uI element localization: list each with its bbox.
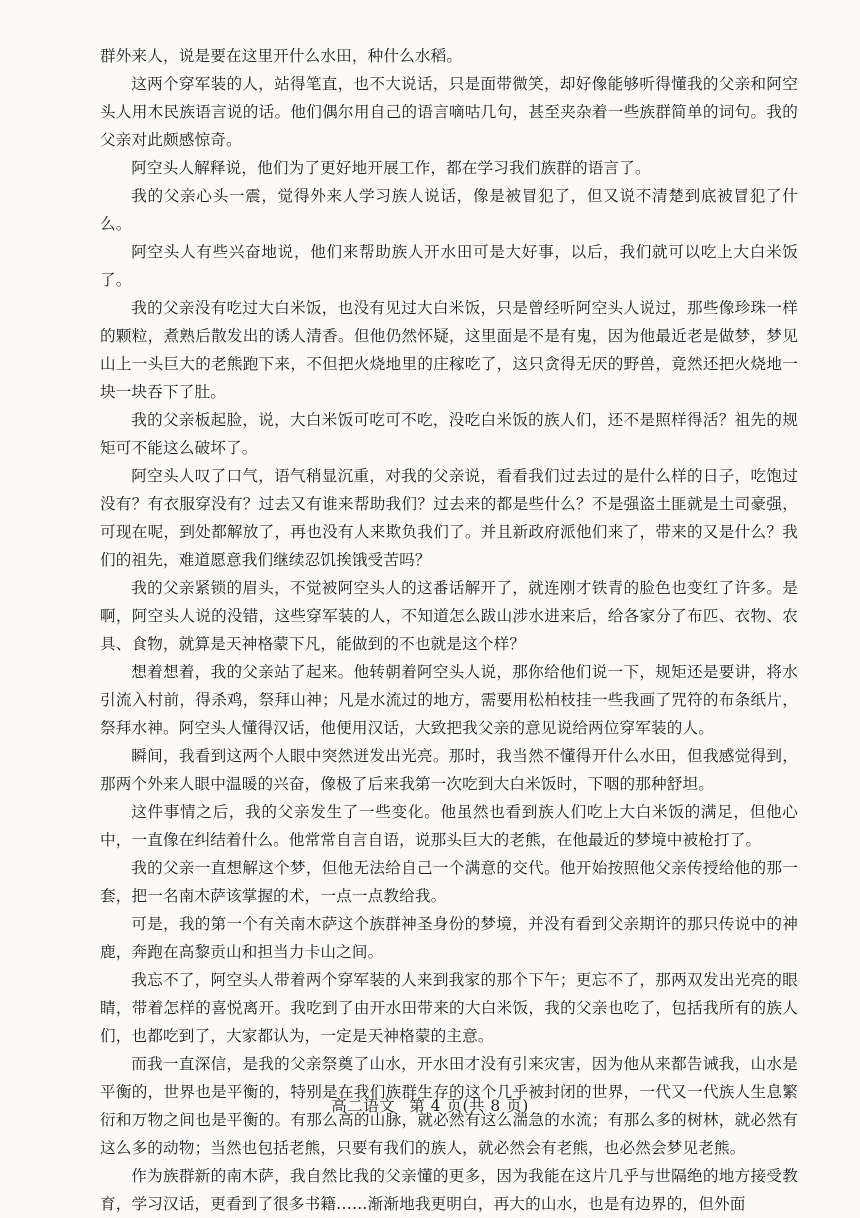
paragraph: 我的父亲心头一震，觉得外来人学习族人说话，像是被冒犯了，但又说不清楚到底被冒犯了什么。 [100, 187, 798, 233]
passage-body [100, 42, 798, 1218]
paragraph: 我的父亲板起脸，说，大白米饭可吃可不吃，没吃白米饭的族人们，还不是照样得活？祖先的规矩可不能这么破坏了。 [100, 411, 798, 457]
paragraph: 阿空头人叹了口气，语气稍显沉重，对我的父亲说，看看我们过去过的是什么样的日子，吃饱过没有？有衣服穿没有？过去又有谁来帮助我们？过去来的都是些什么？不是强盗土匪就是土司豪强，可现在呢，到处都解放了，再也没有人来欺负我们了。并且新政府派他们来了，带来的又是什么？我们的祖先，难道愿意我们继续忍饥挨饿受苦吗？ [100, 467, 798, 569]
paragraph: 我的父亲紧锁的眉头，不觉被阿空头人的这番话解开了，就连刚才铁青的脸色也变红了许多。是啊，阿空头人说的没错，这些穿军装的人，不知道怎么跋山涉水进来后，给各家分了布匹、衣物、农具、食物，就算是天神格蒙下凡，能做到的不也就是这个样？ [100, 579, 798, 653]
paragraph: 这件事情之后，我的父亲发生了一些变化。他虽然也看到族人们吃上大白米饭的满足，但他心中，一直像在纠结着什么。他常常自言自语，说那头巨大的老熊，在他最近的梦境中被枪打了。 [100, 803, 798, 849]
paragraph: 想着想着，我的父亲站了起来。他转朝着阿空头人说，那你给他们说一下，规矩还是要讲，将水引流入村前，得杀鸡，祭拜山神；凡是水流过的地方，需要用松柏枝挂一些我画了咒符的布条纸片，祭拜水神。阿空头人懂得汉话，他便用汉话，大致把我父亲的意见说给两位穿军装的人。 [100, 663, 798, 737]
paragraph: 阿空头人解释说，他们为了更好地开展工作，都在学习我们族群的语言了。 [131, 159, 651, 177]
paragraph: 我的父亲没有吃过大白米饭，也没有见过大白米饭，只是曾经听阿空头人说过，那些像珍珠一样的颗粒，煮熟后散发出的诱人清香。但他仍然怀疑，这里面是不是有鬼，因为他最近老是做梦，梦见山上一头巨大的老熊跑下来，不但把火烧地里的庄稼吃了，这只贪得无厌的野兽，竟然还把火烧地一块一块吞下了肚。 [100, 299, 798, 401]
paragraph: 作为族群新的南木萨，我自然比我的父亲懂的更多，因为我能在这片几乎与世隔绝的地方接受教育，学习汉话，更看到了很多书籍……渐渐地我更明白，再大的山水，也是有边界的，但外面 [100, 1167, 798, 1213]
page-number: 第 4 页(共 8 页) [409, 1097, 529, 1115]
subject-label: 高二语文 [331, 1097, 396, 1115]
paragraph: 可是，我的第一个有关南木萨这个族群神圣身份的梦境，并没有看到父亲期许的那只传说中的神鹿，奔跑在高黎贡山和担当力卡山之间。 [100, 915, 798, 961]
paragraph: 而我一直深信，是我的父亲祭奠了山水，开水田才没有引来灾害，因为他从来都告诫我，山水是平衡的，世界也是平衡的，特别是在我们族群生存的这个几乎被封闭的世界，一代又一代族人生息繁衍和万物之间也是平衡的。有那么高的山脉，就必然有这么湍急的水流；有那么多的树林，就必然有这么多的动物；当然也包括老熊，只要有我们的族人，就必然会有老熊，也必然会梦见老熊。 [100, 1055, 798, 1157]
page-footer [0, 1094, 860, 1116]
paragraph: 我的父亲一直想解这个梦，但他无法给自己一个满意的交代。他开始按照他父亲传授给他的那一套，把一名南木萨该掌握的术，一点一点教给我。 [100, 859, 798, 905]
paragraph: 这两个穿军装的人，站得笔直，也不大说话，只是面带微笑，却好像能够听得懂我的父亲和阿空头人用木民族语言说的话。他们偶尔用自己的语言嘀咕几句，甚至夹杂着一些族群简单的词句。我的父亲对此颇感惊奇。 [100, 75, 798, 149]
paragraph: 瞬间，我看到这两个人眼中突然迸发出光亮。那时，我当然不懂得开什么水田，但我感觉得到，那两个外来人眼中温暖的兴奋，像极了后来我第一次吃到大白米饭时，下咽的那种舒坦。 [100, 747, 798, 793]
paragraph: 群外来人，说是要在这里开什么水田，种什么水稻。 [100, 47, 463, 65]
paragraph: 我忘不了，阿空头人带着两个穿军装的人来到我家的那个下午；更忘不了，那两双发出光亮的眼睛，带着怎样的喜悦离开。我吃到了由开水田带来的大白米饭，我的父亲也吃了，包括我所有的族人们，也都吃到了，大家都认为，一定是天神格蒙的主意。 [100, 971, 798, 1045]
paragraph: 阿空头人有些兴奋地说，他们来帮助族人开水田可是大好事，以后，我们就可以吃上大白米饭了。 [100, 243, 798, 289]
